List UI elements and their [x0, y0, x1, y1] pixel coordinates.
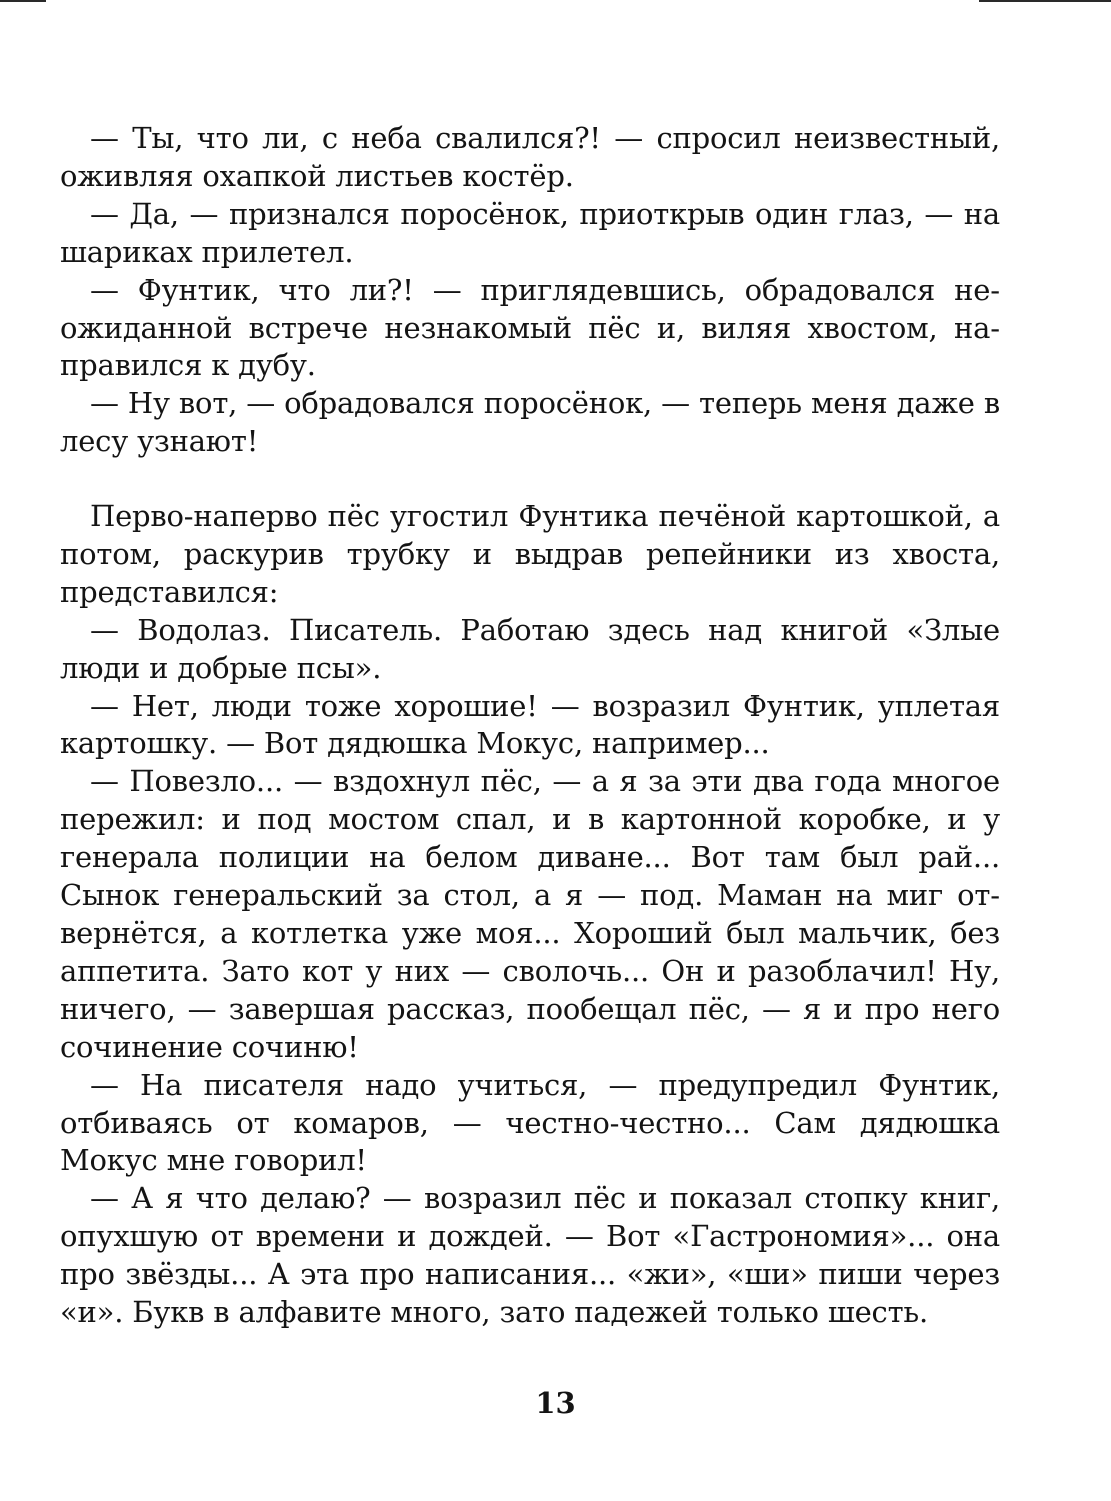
top-edge-line-right — [979, 0, 1111, 2]
paragraph: — А я что делаю? — возразил пёс и показал стопку книг, опухшую от времени и дождей. — Вот «Гастрономия»... она про звёзды... А эта про написания... «жи», «ши» пиши через «и». Букв в алфавите много, зато падежей только шесть. — [60, 1181, 1000, 1330]
page-number: 13 — [535, 1386, 576, 1420]
text-section-2 — [60, 498, 1000, 1332]
paragraph: — Ты, что ли, с неба свалился?! — спросил неизвестный, оживляя охапкой листьев костёр. — [60, 121, 1000, 193]
paragraph: — Да, — признался поросёнок, приоткрыв один глаз, — на шариках прилетел. — [60, 196, 1000, 269]
top-edge-line-left — [0, 0, 46, 2]
paragraph: — Нет, люди тоже хорошие! — возразил Фунтик, уплетая картошку. — Вот дядюшка Мокус, например... — [60, 688, 1000, 761]
paragraph: — Фунтик, что ли?! — приглядевшись, обрадовался неожиданной встрече незнакомый пёс и, виляя хвостом, направился к дубу. — [60, 272, 1000, 383]
paragraph: — Ну вот, — обрадовался поросёнок, — теперь меня даже в лесу узнают! — [60, 386, 1000, 459]
paragraph: — Повезло... — вздохнул пёс, — а я за эти два года многое пережил: и под мостом спал, и в картонной коробке, и у генерала полиции на белом диване... Вот там был рай... Сынок генеральский за стол, а я — под. Маман на миг отвернётся, а котлетка уже моя... Хороший был мальчик, без аппетита. Зато кот у них — сволочь... Он и разоблачил! Ну, ничего, — завершая рассказ, пообещал пёс, — я и про него сочинение сочиню! — [60, 764, 1000, 1064]
paragraph: — На писателя надо учиться, — предупредил Фунтик, отбиваясь от комаров, — честно-честно... Сам дядюшка Мокус мне говорил! — [60, 1067, 1000, 1178]
paragraph: — Водолаз. Писатель. Работаю здесь над книгой «Злые люди и добрые псы». — [60, 612, 1000, 685]
paragraph: Перво-наперво пёс угостил Фунтика печёной картошкой, а потом, раскурив трубку и выдрав репейники из хвоста, представился: — [60, 499, 1000, 609]
text-section-1 — [60, 120, 1000, 461]
